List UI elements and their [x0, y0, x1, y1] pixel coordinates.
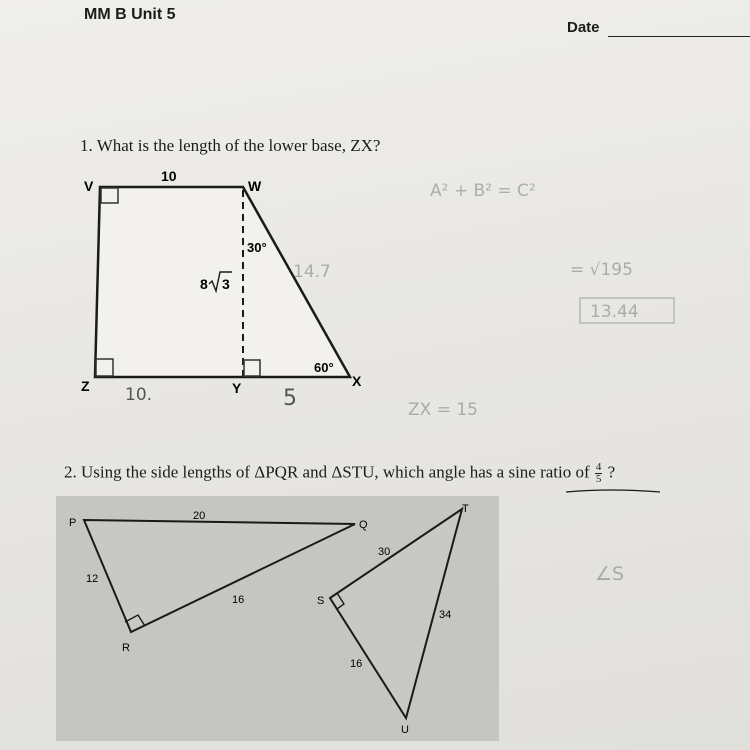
- side-rq-label: 16: [232, 594, 245, 606]
- handwritten-root: = √195: [570, 260, 633, 280]
- question-1-text: 1. What is the length of the lower base, ZX?: [80, 136, 381, 155]
- vertex-x: X: [352, 373, 362, 389]
- height-radicand: 3: [222, 276, 230, 292]
- side-su-label: 16: [350, 658, 363, 670]
- vertex-s: S: [317, 595, 325, 607]
- question-2-mark: ?: [607, 462, 616, 482]
- side-pq-label: 20: [193, 510, 206, 522]
- vertex-t: T: [462, 503, 469, 515]
- handwritten-yx: 5: [283, 386, 297, 411]
- vertex-u: U: [401, 724, 409, 736]
- vertex-p: P: [69, 517, 77, 529]
- handwritten-hypotenuse: 14.7: [293, 262, 331, 282]
- fraction-denominator: 5: [595, 473, 602, 485]
- side-tu-label: 34: [439, 609, 452, 621]
- question-2-prompt: 2. Using the side lengths of ΔPQR and ΔSTU, which angle has a sine ratio of: [64, 462, 590, 482]
- handwritten-zy: 10.: [125, 385, 153, 405]
- triangle-pqr: [84, 520, 355, 632]
- worksheet-title: MM B Unit 5: [84, 6, 176, 23]
- vertex-w: W: [248, 178, 262, 194]
- height-coefficient: 8: [200, 276, 208, 292]
- handwritten-guess: ∠S: [595, 563, 625, 585]
- handwritten-pythagorean: A² + B² = C²: [430, 181, 536, 201]
- pen-underline: [566, 490, 660, 492]
- date-label: Date: [567, 19, 600, 36]
- top-base-label: 10: [161, 168, 177, 184]
- side-st-label: 30: [378, 546, 391, 558]
- vertex-z: Z: [81, 378, 90, 394]
- angle-60-label: 60°: [314, 360, 334, 375]
- vertex-q: Q: [359, 519, 368, 531]
- angle-30-label: 30°: [247, 240, 267, 255]
- side-pr-label: 12: [86, 573, 99, 585]
- handwritten-answer: 13.44: [590, 302, 639, 322]
- vertex-y: Y: [232, 380, 242, 396]
- vertex-r: R: [122, 642, 130, 654]
- fraction-numerator: 4: [595, 461, 602, 473]
- vertex-v: V: [84, 178, 94, 194]
- handwritten-zx: ZX = 15: [408, 400, 478, 420]
